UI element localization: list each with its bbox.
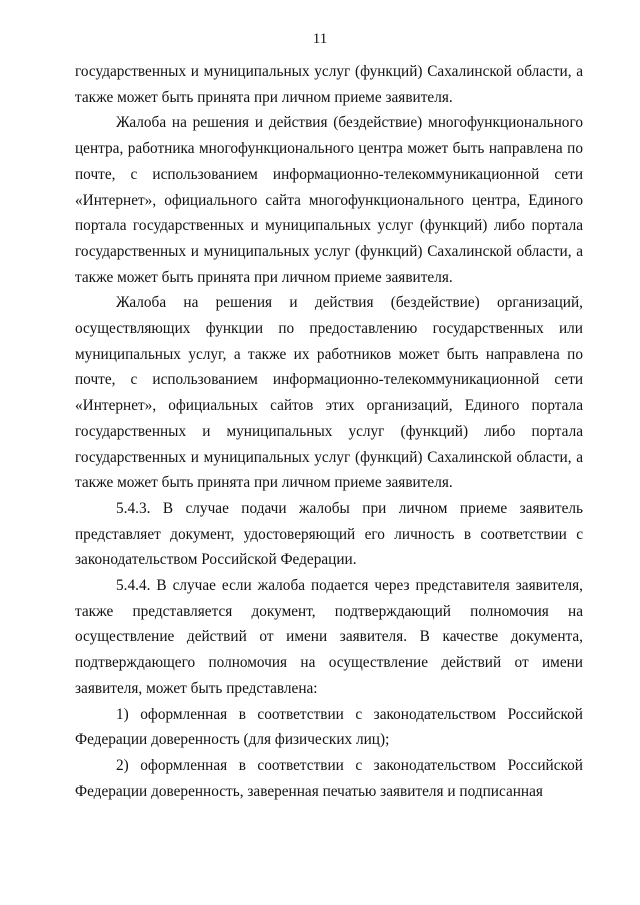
paragraph-5-4-3: 5.4.3. В случае подачи жалобы при личном приеме заявитель представляет документ, удостоверяющий его личность в соответствии с законодательством Российской Федерации. [75, 499, 583, 569]
list-item-1: 1) оформленная в соответствии с законодательством Российской Федерации доверенность (для физических лиц); [75, 705, 583, 749]
paragraph-5-4-4: 5.4.4. В случае если жалоба подается через представителя заявителя, также представляется документ, подтверждающий полномочия на осуществление действий от имени заявителя. В качестве документа, подтверждающего полномочия на осуществление действий от имени заявителя, может быть представлена: [75, 577, 583, 697]
list-item-2: 2) оформленная в соответствии с законодательством Российской Федерации доверенность, заверенная печатью заявителя и подписанная [75, 756, 583, 800]
page-number: 11 [312, 31, 328, 47]
paragraph-mfc-complaint: Жалоба на решения и действия (бездействие) многофункционального центра, работника многофункционального центра может быть направлена по почте, с использованием информационно-телекоммуникационной сети «Интернет», официального сайта многофункционального центра, Единого портала государственных и муниципальных услуг (функций) либо портала государственных и муниципальных услуг (функций) Сахалинской области, а также может быть принята при личном приеме заявителя. [75, 114, 583, 286]
document-body [75, 59, 583, 804]
paragraph-continuation: государственных и муниципальных услуг (функций) Сахалинской области, а также может быть принята при личном приеме заявителя. [75, 63, 583, 106]
paragraph-organizations-complaint: Жалоба на решения и действия (бездействие) организаций, осуществляющих функции по предоставлению государственных или муниципальных услуг, а также их работников может быть направлена по почте, с использованием информационно-телекоммуникационной сети «Интернет», официальных сайтов этих организаций, Единого портала государственных и муниципальных услуг (функций) либо портала государственных и муниципальных услуг (функций) Сахалинской области, а также может быть принята при личном приеме заявителя. [75, 294, 583, 492]
